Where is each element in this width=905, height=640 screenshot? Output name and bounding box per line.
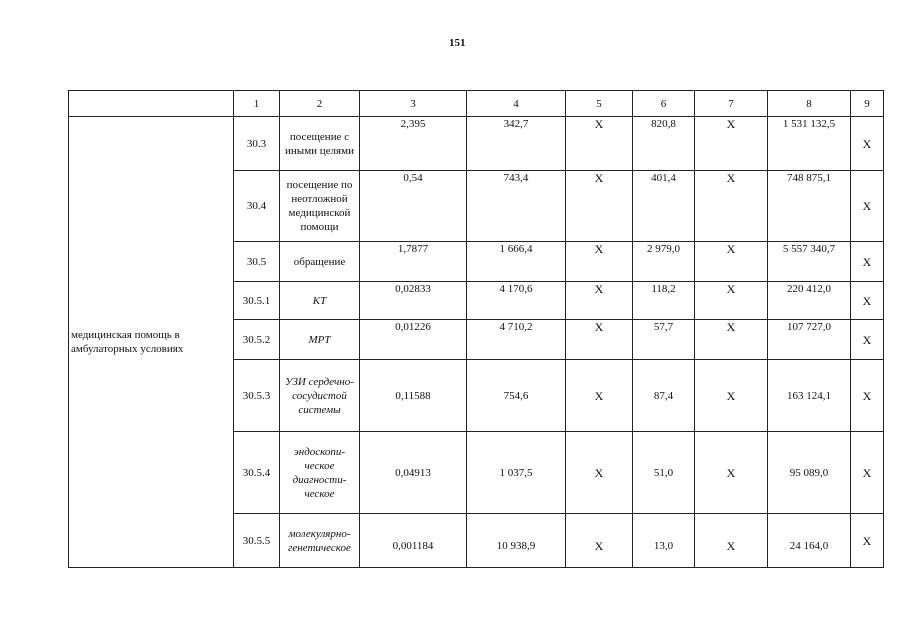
header-cell: 1 [234,91,280,117]
cell-col5: X [566,360,633,432]
cell-col7: X [695,171,768,242]
cell-col9: X [851,282,884,320]
header-cell: 5 [566,91,633,117]
header-row [69,91,884,117]
cell-col4: 1 666,4 [467,242,566,282]
cell-col6: 51,0 [633,432,695,514]
cell-col7: X [695,320,768,360]
row-code: 30.5.3 [234,360,280,432]
header-cell: 4 [467,91,566,117]
cell-col8: 748 875,1 [768,171,851,242]
cell-col3: 0,11588 [360,360,467,432]
row-name: обращение [280,242,360,282]
cell-col3: 2,395 [360,117,467,171]
row-name: МРТ [280,320,360,360]
cell-col4: 1 037,5 [467,432,566,514]
cell-col6: 13,0 [633,514,695,568]
cell-col7: X [695,514,768,568]
header-cell: 7 [695,91,768,117]
header-cell: 8 [768,91,851,117]
row-code: 30.5.5 [234,514,280,568]
row-code: 30.5.4 [234,432,280,514]
cell-col6: 57,7 [633,320,695,360]
row-code: 30.5.2 [234,320,280,360]
cell-col6: 820,8 [633,117,695,171]
cell-col9: X [851,171,884,242]
cell-col8: 5 557 340,7 [768,242,851,282]
cell-col5: X [566,171,633,242]
cell-col7: X [695,282,768,320]
cell-col7: X [695,432,768,514]
cell-col9: X [851,432,884,514]
cell-col8: 95 089,0 [768,432,851,514]
cell-col8: 220 412,0 [768,282,851,320]
row-code: 30.5.1 [234,282,280,320]
row-name: эндоскопи-ческое диагности-ческое [280,432,360,514]
cell-col6: 87,4 [633,360,695,432]
cell-col5: X [566,282,633,320]
header-cell: 2 [280,91,360,117]
cell-col5: X [566,432,633,514]
row-code: 30.3 [234,117,280,171]
cell-col3: 1,7877 [360,242,467,282]
cell-col6: 2 979,0 [633,242,695,282]
cell-col8: 24 164,0 [768,514,851,568]
cell-col4: 342,7 [467,117,566,171]
row-code: 30.4 [234,171,280,242]
row-name: КТ [280,282,360,320]
header-cell: 9 [851,91,884,117]
cell-col8: 107 727,0 [768,320,851,360]
cell-col7: X [695,360,768,432]
cell-col8: 163 124,1 [768,360,851,432]
cell-col9: X [851,320,884,360]
cell-col5: X [566,117,633,171]
cell-col9: X [851,117,884,171]
row-name: посещение по неотложной медицинской помощи [280,171,360,242]
header-cell: 3 [360,91,467,117]
cell-col3: 0,01226 [360,320,467,360]
cell-col3: 0,02833 [360,282,467,320]
cell-col9: X [851,514,884,568]
page-number: 151 [449,37,466,49]
cell-col4: 743,4 [467,171,566,242]
cell-col6: 118,2 [633,282,695,320]
cell-col3: 0,001184 [360,514,467,568]
row-name: посещение с иными целями [280,117,360,171]
row-code: 30.5 [234,242,280,282]
header-cell: 6 [633,91,695,117]
tariff-table [68,90,884,568]
cell-col4: 4 710,2 [467,320,566,360]
cell-col5: X [566,242,633,282]
row-name: УЗИ сердечно-сосудистой системы [280,360,360,432]
cell-col9: X [851,242,884,282]
cell-col3: 0,54 [360,171,467,242]
row-name: молекулярно-генетическое [280,514,360,568]
group-label: медицинская помощь в амбулаторных условиях [69,117,234,568]
cell-col6: 401,4 [633,171,695,242]
header-cell [69,91,234,117]
cell-col5: X [566,514,633,568]
cell-col4: 4 170,6 [467,282,566,320]
cell-col3: 0,04913 [360,432,467,514]
cell-col5: X [566,320,633,360]
cell-col7: X [695,117,768,171]
table-row [69,117,884,171]
cell-col7: X [695,242,768,282]
cell-col4: 754,6 [467,360,566,432]
cell-col9: X [851,360,884,432]
cell-col4: 10 938,9 [467,514,566,568]
cell-col8: 1 531 132,5 [768,117,851,171]
